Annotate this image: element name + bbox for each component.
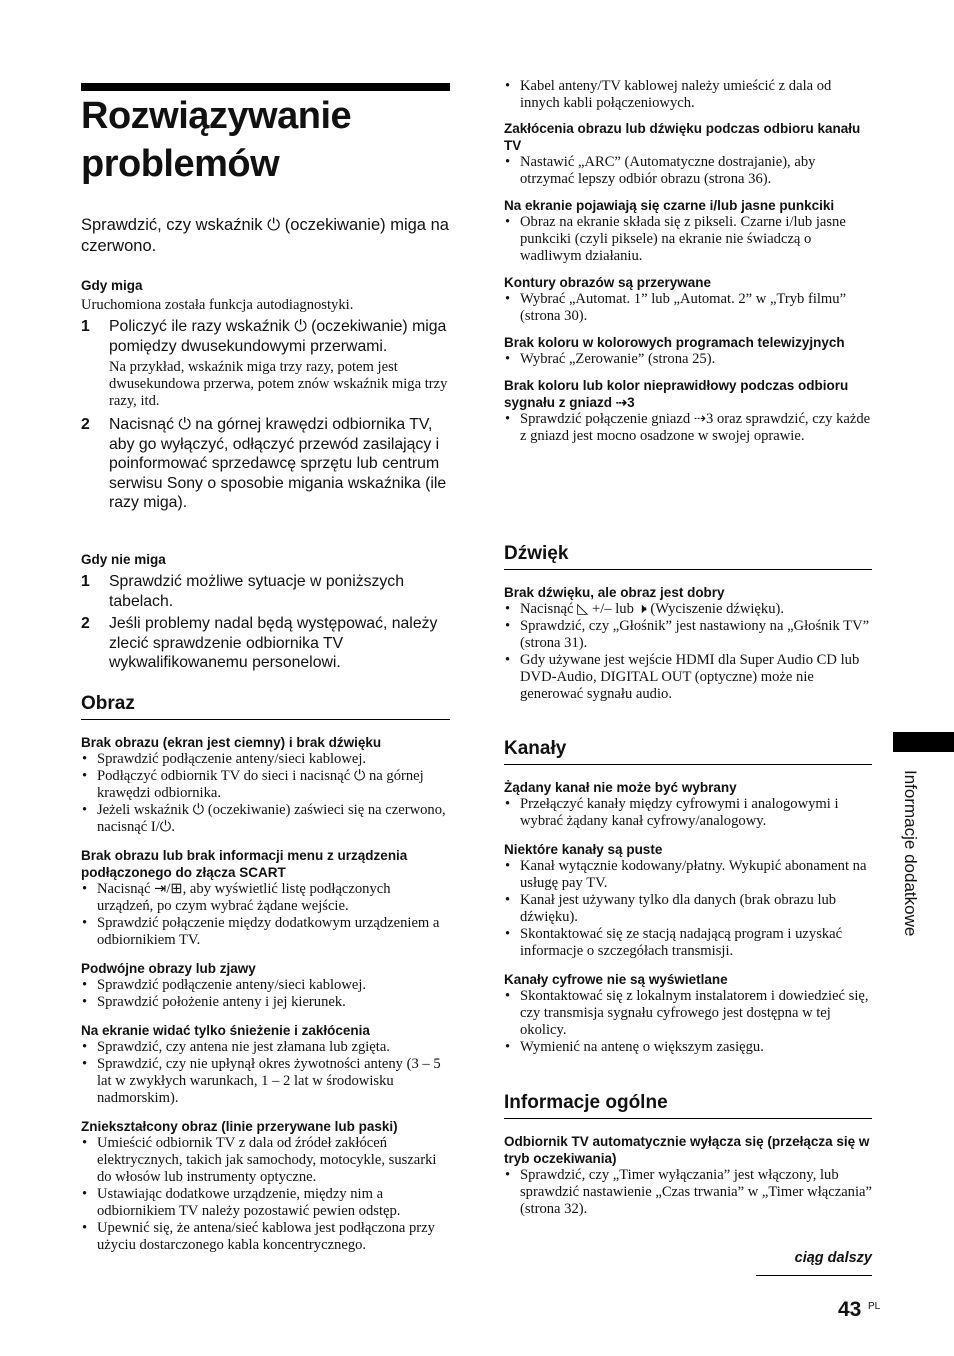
problem-list (504, 411, 872, 445)
problem-block (504, 584, 872, 703)
list-item: • Skontaktować się z lokalnym instalatorem i dowiedzieć się, czy transmisja sygnału cyfrowego jest dostępna w tej okolicy. (504, 988, 872, 1039)
not-blinking-step-1 (81, 572, 450, 611)
list-item: • Wybrać „Zerowanie” (strona 25). (504, 351, 872, 368)
list-item: • Nacisnąć ◺ +/– lub 🕨 (Wyciszenie dźwięku). (504, 601, 872, 618)
list-item: • Kabel anteny/TV kablowej należy umieścić z dala od innych kabli połączeniowych. (504, 78, 872, 112)
blinking-heading: Gdy miga (81, 278, 143, 293)
page-number: 43 (838, 1298, 862, 1321)
page-language: PL (868, 1301, 881, 1312)
list-item: • Wybrać „Automat. 1” lub „Automat. 2” w „Tryb filmu” (strona 30). (504, 291, 872, 325)
problem-list (504, 291, 872, 325)
not-blinking-step-2 (81, 614, 450, 673)
continued-label: ciąg dalszy (794, 1250, 872, 1266)
list-item: • Sprawdzić, czy „Timer wyłączania” jest włączony, lub sprawdzić nastawienie „Czas trwania” w „Timer włączania” (strona 32). (504, 1167, 872, 1218)
side-tab-label: Informacje dodatkowe (901, 770, 920, 937)
step-text: Nacisnąć ⏻ na górnej krawędzi odbiornika TV, aby go wyłączyć, odłączyć przewód zasilający i poinformować sprzedawcę sprzętu lub centrum serwisu Sony o sposobie migania wskaźnika (ile razy miga). (109, 416, 447, 511)
step-number: 2 (81, 416, 90, 433)
not-blinking-heading: Gdy nie miga (81, 552, 166, 567)
problem-title: Żądany kanał nie może być wybrany (504, 780, 737, 795)
blinking-section (81, 277, 450, 513)
list-item: • Sprawdzić położenie anteny i jej kierunek. (81, 994, 450, 1011)
problem-title: Zakłócenia obrazu lub dźwięku podczas odbioru kanału TV (504, 121, 861, 153)
problem-block (504, 274, 872, 325)
step-text: Sprawdzić możliwe sytuacje w poniższych tabelach. (109, 573, 404, 610)
list-item: • Sprawdzić, czy nie upłynął okres żywotności anteny (3 – 5 lat w zwykłych warunkach, 1 – 2 lat w środowisku nadmorskim). (81, 1056, 450, 1107)
title-top-bar (81, 83, 450, 91)
problem-title: Kontury obrazów są przerywane (504, 275, 712, 290)
list-item: • Sprawdzić podłączenie anteny/sieci kablowej. (81, 751, 450, 768)
problem-list (504, 1167, 872, 1218)
list-item: • Sprawdzić połączenie między dodatkowym urządzeniem a odbiornikiem TV. (81, 915, 450, 949)
list-item: • Sprawdzić, czy „Głośnik” jest nastawiony na „Głośnik TV” (strona 31). (504, 618, 872, 652)
side-tab-marker (893, 732, 954, 752)
problem-title: Brak dźwięku, ale obraz jest dobry (504, 585, 725, 600)
step-text: Jeśli problemy nadal będą występować, należy zlecić sprawdzenie odbiornika TV wykwalifikowanemu personelowi. (109, 615, 438, 671)
page-title: Rozwiązywanie problemów (81, 95, 352, 185)
problem-list (504, 858, 872, 960)
blinking-text: Uruchomiona została funkcja autodiagnostyki. (81, 297, 354, 313)
problem-title: Brak koloru lub kolor nieprawidłowy podczas odbioru sygnału z gniazd ⇢3 (504, 378, 849, 410)
not-blinking-section (81, 551, 450, 673)
obraz-continued (504, 78, 872, 445)
problem-block (504, 334, 872, 368)
problem-list (504, 154, 872, 188)
kanaly-heading: Kanały (504, 737, 872, 765)
problem-block (81, 734, 450, 836)
problem-title: Brak koloru w kolorowych programach telewizyjnych (504, 335, 845, 350)
list-item: • Nastawić „ARC” (Automatyczne dostrajanie), aby otrzymać lepszy odbiór obrazu (strona 36). (504, 154, 872, 188)
problem-title: Zniekształcony obraz (linie przerywane lub paski) (81, 1119, 398, 1134)
problem-list (504, 601, 872, 703)
problem-block (504, 779, 872, 830)
list-item: • Sprawdzić połączenie gniazd ⇢3 oraz sprawdzić, czy każde z gniazd jest mocno osadzone w swojej oprawie. (504, 411, 872, 445)
problem-block (81, 960, 450, 1011)
problem-block (504, 841, 872, 960)
problem-list (81, 881, 450, 949)
problem-title: Brak obrazu (ekran jest ciemny) i brak dźwięku (81, 735, 382, 750)
problem-title: Kanały cyfrowe nie są wyświetlane (504, 972, 728, 987)
problem-list (504, 78, 872, 112)
problem-title: Podwójne obrazy lub zjawy (81, 961, 256, 976)
blinking-step-2 (81, 415, 450, 513)
problem-list (504, 351, 872, 368)
ogolne-heading: Informacje ogólne (504, 1091, 872, 1119)
problem-block (81, 847, 450, 949)
list-item: • Sprawdzić podłączenie anteny/sieci kablowej. (81, 977, 450, 994)
problem-block (504, 197, 872, 265)
kanaly-section (504, 737, 872, 1056)
step-number: 2 (81, 615, 90, 632)
list-item: • Nacisnąć ⇥/⊞, aby wyświetlić listę podłączonych urządzeń, po czym wybrać żądane wejście. (81, 881, 450, 915)
step-number: 1 (81, 318, 90, 335)
blinking-step-1 (81, 317, 450, 356)
list-item: • Wymienić na antenę o większym zasięgu. (504, 1039, 872, 1056)
obraz-section (81, 692, 450, 1254)
problem-block (504, 971, 872, 1056)
problem-list (81, 1135, 450, 1254)
problem-block (504, 120, 872, 188)
obraz-heading: Obraz (81, 692, 450, 720)
list-item: • Umieścić odbiornik TV z dala od źródeł zakłóceń elektrycznych, takich jak samochody, motocykle, suszarki do włosów lub instrumenty optyczne. (81, 1135, 450, 1186)
step-text: Policzyć ile razy wskaźnik ⏻ (oczekiwanie) miga pomiędzy dwusekundowymi przerwami. (109, 318, 447, 355)
problem-title: Na ekranie pojawiają się czarne i/lub jasne punkciki (504, 198, 835, 213)
problem-block (504, 1133, 872, 1218)
list-item: • Skontaktować się ze stacją nadającą program i uzyskać informacje o szczegółach transmisji. (504, 926, 872, 960)
list-item: • Ustawiając dodatkowe urządzenie, między nim a odbiornikiem TV należy pozostawić pewien odstęp. (81, 1186, 450, 1220)
problem-title: Niektóre kanały są puste (504, 842, 663, 857)
list-item: • Gdy używane jest wejście HDMI dla Super Audio CD lub DVD-Audio, DIGITAL OUT (optyczne) może nie generować sygnału audio. (504, 652, 872, 703)
list-item: • Obraz na ekranie składa się z pikseli. Czarne i/lub jasne punkciki (czyli piksele) na ekranie nie świadczą o wadliwym działaniu. (504, 214, 872, 265)
list-item: • Upewnić się, że antena/sieć kablowa jest podłączona przy użyciu dostarczonego kabla koncentrycznego. (81, 1220, 450, 1254)
step-number: 1 (81, 573, 90, 590)
problem-block (81, 1022, 450, 1107)
list-item: • Kanał jest używany tylko dla danych (brak obrazu lub dźwięku). (504, 892, 872, 926)
list-item: • Podłączyć odbiornik TV do sieci i nacisnąć ⏻ na górnej krawędzi odbiornika. (81, 768, 450, 802)
continued-rule (756, 1275, 872, 1276)
list-item: • Sprawdzić, czy antena nie jest złamana lub zgięta. (81, 1039, 450, 1056)
problem-block (81, 1118, 450, 1254)
list-item: • Przełączyć kanały między cyfrowymi i analogowymi i wybrać żądany kanał cyfrowy/analogowy. (504, 796, 872, 830)
list-item: • Kanał wytącznie kodowany/płatny. Wykupić abonament na usługę pay TV. (504, 858, 872, 892)
list-item: • Jeżeli wskaźnik ⏻ (oczekiwanie) zaświeci się na czerwono, nacisnąć I/⏻. (81, 802, 450, 836)
problem-list (81, 751, 450, 836)
problem-list (504, 214, 872, 265)
intro-text: Sprawdzić, czy wskaźnik ⏻ (oczekiwanie) miga na czerwono. (81, 216, 449, 255)
problem-list (81, 977, 450, 1011)
side-tab-label-wrap (900, 770, 920, 1000)
dzwiek-section (504, 542, 872, 703)
problem-list (504, 988, 872, 1056)
step-note: Na przykład, wskaźnik miga trzy razy, potem jest dwusekundowa przerwa, potem znów wskaźnik miga trzy razy, itd. (109, 359, 448, 409)
dzwiek-heading: Dźwięk (504, 542, 872, 570)
problem-list (504, 796, 872, 830)
problem-title: Brak obrazu lub brak informacji menu z urządzenia podłączonego do złącza SCART (81, 848, 408, 880)
problem-list (81, 1039, 450, 1107)
problem-title: Odbiornik TV automatycznie wyłącza się (przełącza się w tryb oczekiwania) (504, 1134, 870, 1166)
ogolne-section (504, 1091, 872, 1218)
problem-block (504, 377, 872, 445)
problem-title: Na ekranie widać tylko śnieżenie i zakłócenia (81, 1023, 370, 1038)
